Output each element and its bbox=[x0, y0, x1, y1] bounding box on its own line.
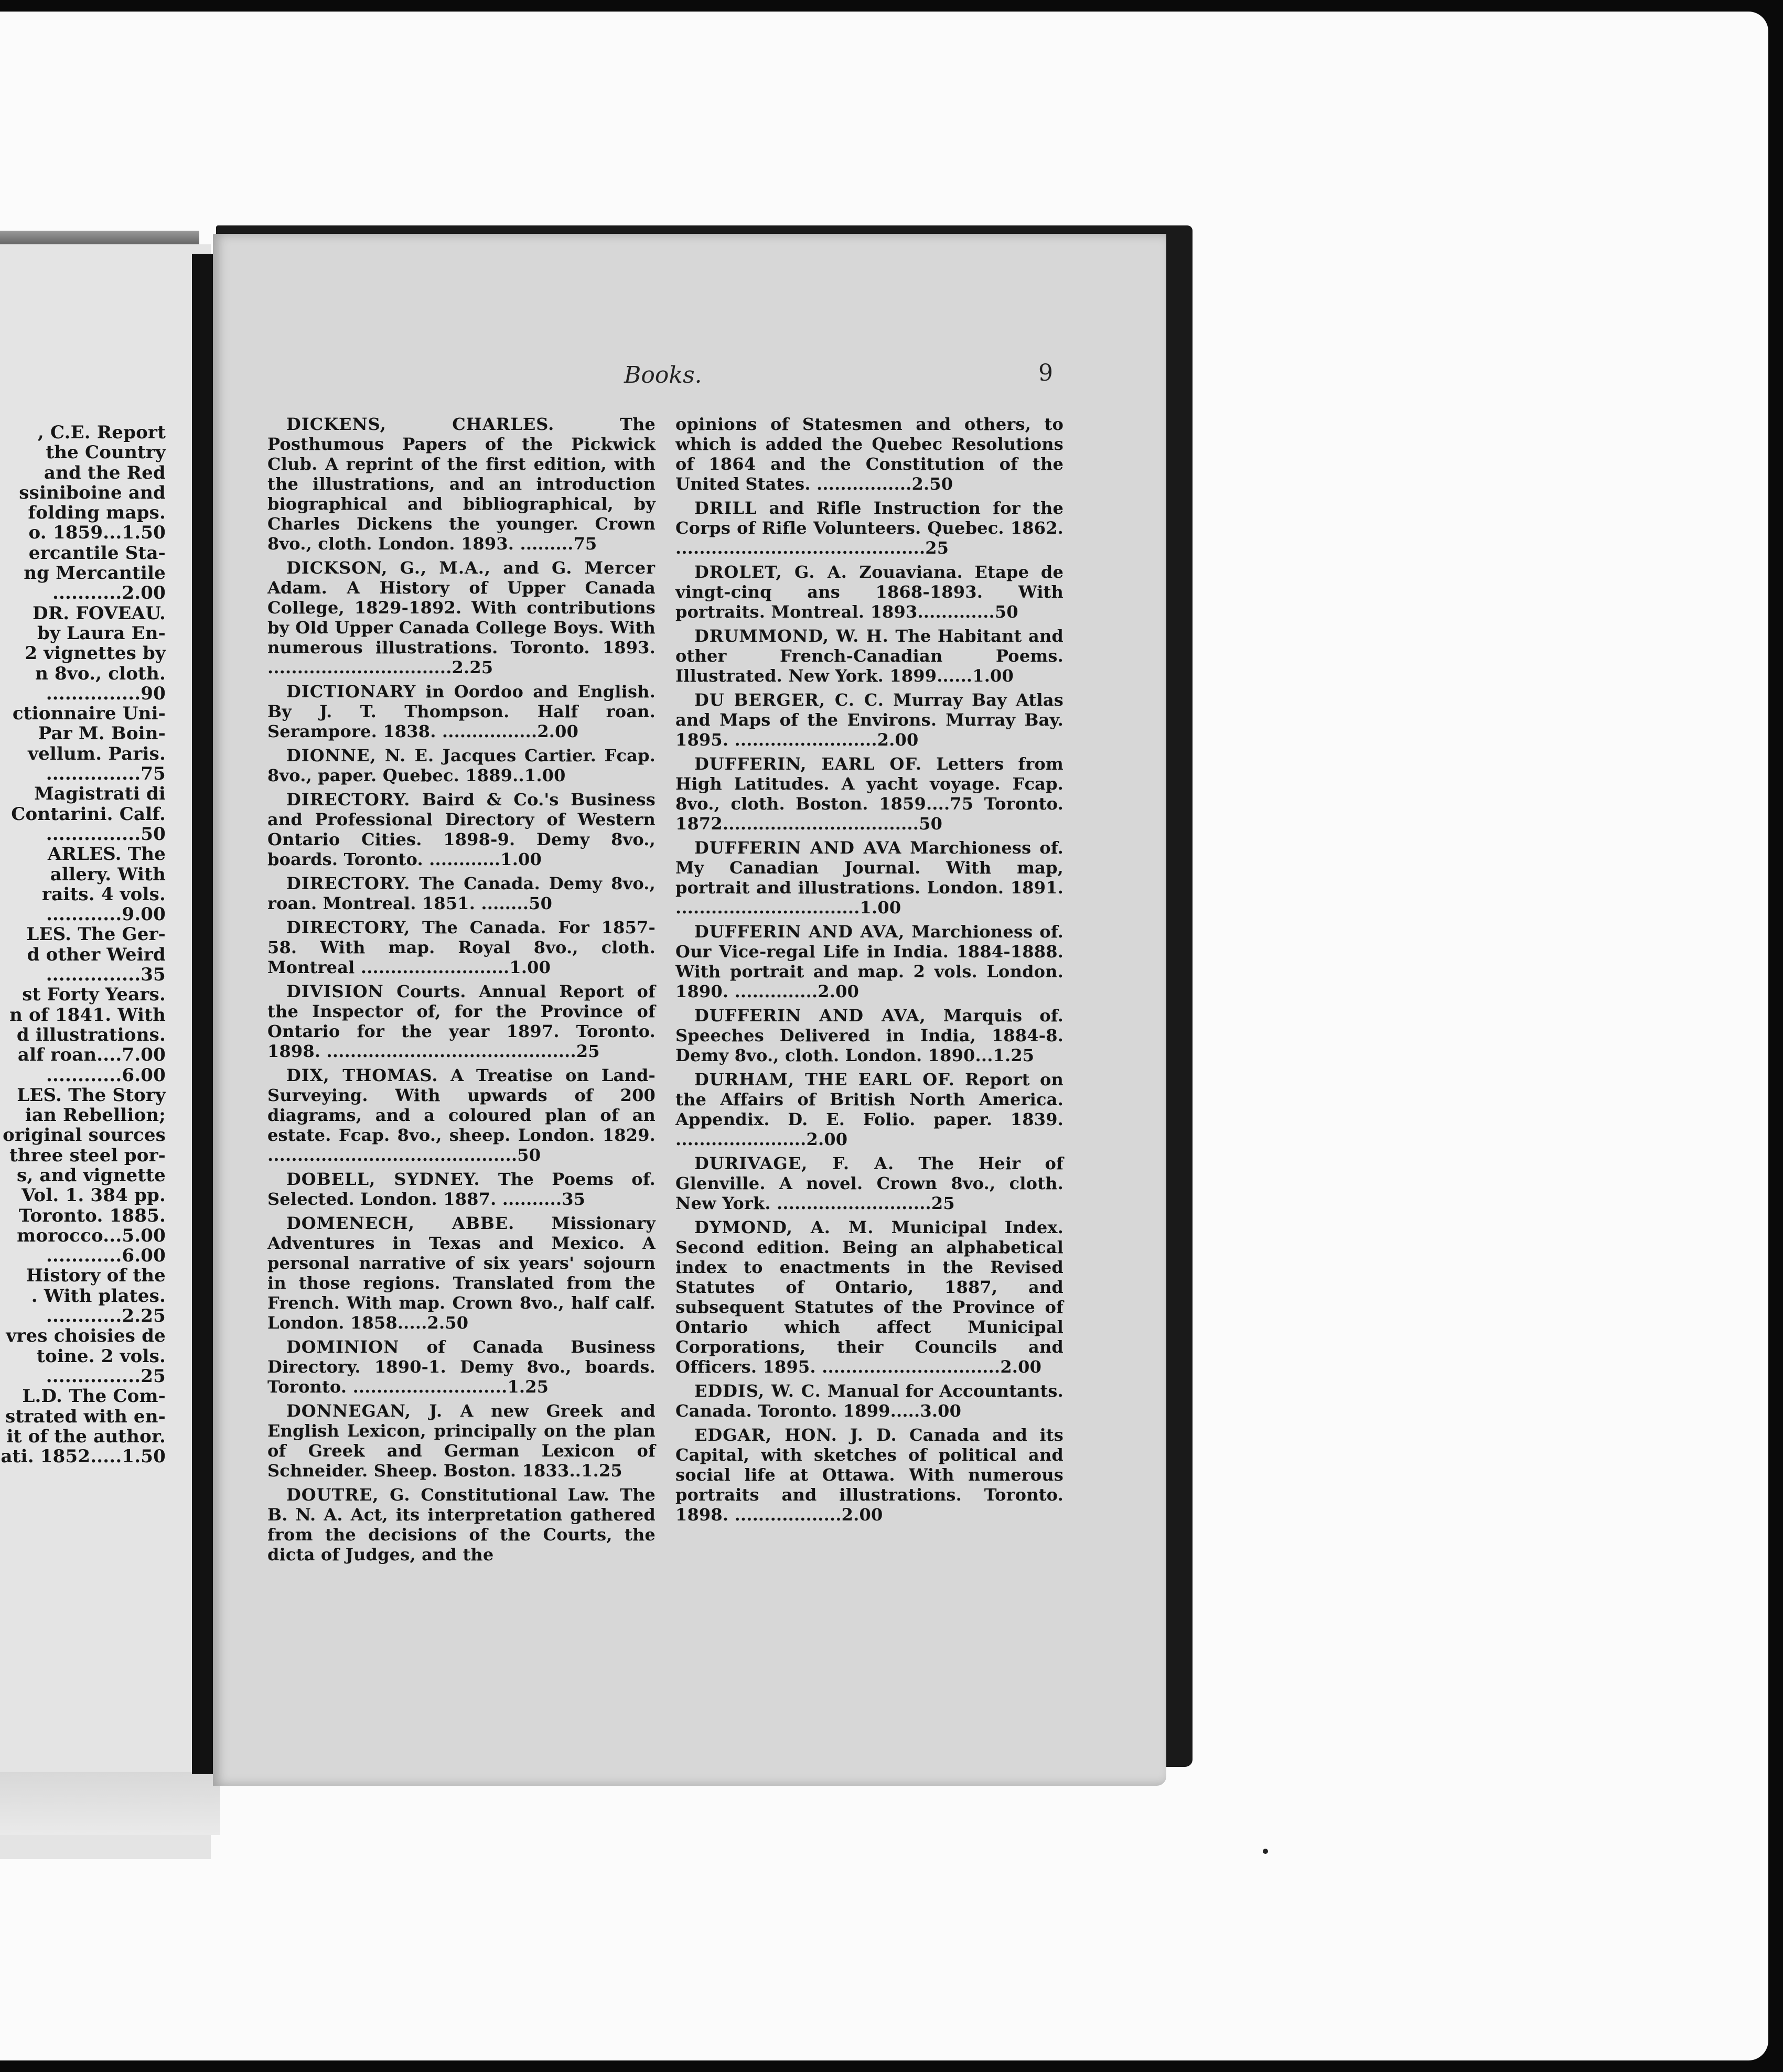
left-page-line: s, and vignette bbox=[16, 1164, 166, 1186]
catalog-entry bbox=[675, 922, 1064, 1001]
left-page-line: LES. The Ger- bbox=[26, 924, 166, 945]
catalog-entry bbox=[675, 1070, 1064, 1149]
catalog-entry bbox=[267, 873, 656, 913]
catalog-entry bbox=[267, 1337, 656, 1397]
running-head: Books. bbox=[624, 362, 702, 388]
entry-description: and Rifle Instruction for the Corps of Rifle Volunteers. Quebec. 1862. ..........................................25 bbox=[675, 498, 1064, 558]
entry-description: The Habitant and other French-Canadian Poems. Illustrated. New York. 1899......1.00 bbox=[675, 626, 1064, 686]
entry-heading: DUFFERIN AND AVA bbox=[694, 838, 902, 858]
catalog-entry bbox=[675, 626, 1064, 686]
entry-description: Marchioness of. Our Vice-regal Life in India. 1884-1888. With portrait and map. 2 vols. London. 1890. ..............2.00 bbox=[675, 922, 1064, 1001]
left-page-line: ............2.25 bbox=[46, 1305, 166, 1327]
left-page-line: ............9.00 bbox=[46, 904, 166, 925]
entry-heading: DU BERGER, C. C. bbox=[694, 690, 884, 710]
catalog-entry bbox=[267, 558, 656, 677]
entry-description: Canada and its Capital, with sketches of political and social life at Ottawa. With numerous portraits and illustrations. Toronto. 1898. ..................2.00 bbox=[675, 1425, 1064, 1525]
left-page-line: ian Rebellion; bbox=[25, 1105, 166, 1126]
catalog-column-right bbox=[675, 414, 1064, 1529]
entry-heading: DRUMMOND, W. H. bbox=[694, 626, 889, 646]
catalog-entry bbox=[675, 1381, 1064, 1421]
entry-description: Marquis of. Speeches Delivered in India, 1884-8. Demy 8vo., cloth. London. 1890...1.25 bbox=[675, 1006, 1064, 1065]
left-page-line: strated with en- bbox=[5, 1406, 166, 1427]
catalog-entry bbox=[267, 981, 656, 1061]
left-page-line: ati. 1852.....1.50 bbox=[1, 1446, 166, 1467]
entry-description: Municipal Index. Second edition. Being an alphabetical index to enactments in the Revised Statutes of Ontario, 1887, and subsequent Statutes of the Province of Ontario which affect Municipal Corporations, their Councils and Officers. 1895. ..............................2.00 bbox=[675, 1217, 1064, 1377]
left-page-line: d illustrations. bbox=[16, 1024, 166, 1045]
entry-heading: DONNEGAN, J. bbox=[286, 1401, 443, 1421]
left-page-line: allery. With bbox=[50, 864, 166, 885]
left-page-line: ............6.00 bbox=[46, 1245, 166, 1267]
left-page-line: LES. The Story bbox=[17, 1084, 166, 1106]
catalog-entry bbox=[267, 1213, 656, 1333]
entry-heading: DUFFERIN AND AVA, bbox=[694, 922, 905, 942]
left-page-line: ...............25 bbox=[46, 1365, 166, 1387]
catalog-entry bbox=[267, 918, 656, 977]
entry-description: Report on the Affairs of British North America. Appendix. D. E. Folio. paper. 1839. ......................2.00 bbox=[675, 1070, 1064, 1149]
entry-description: The Posthumous Papers of the Pickwick Club. A reprint of the first edition, with the illustrations, and an introduction biographical and bibliographical, by Charles Dickens the younger. Crown 8vo., cloth. London. 1893. .........75 bbox=[267, 414, 656, 554]
entry-heading: EDGAR, HON. J. D. bbox=[694, 1425, 897, 1445]
entry-description: of Canada Business Directory. 1890-1. Demy 8vo., boards. Toronto. ..........................1.25 bbox=[267, 1337, 656, 1397]
left-page-line: ssiniboine and bbox=[19, 482, 166, 503]
entry-heading: DICTIONARY bbox=[286, 682, 416, 702]
left-page-line: ............6.00 bbox=[46, 1064, 166, 1086]
entry-description: Baird & Co.'s Business and Professional Directory of Western Ontario Cities. 1898-9. Demy 8vo., boards. Toronto. ............1.00 bbox=[267, 790, 656, 869]
left-page-line: vres choisies de bbox=[6, 1325, 166, 1347]
catalog-entry bbox=[267, 682, 656, 741]
entry-description: Manual for Accountants. Canada. Toronto. 1899.....3.00 bbox=[675, 1381, 1064, 1421]
entry-description: The Canada. Demy 8vo., roan. Montreal. 1851. ........50 bbox=[267, 873, 656, 913]
entry-heading: DOMINION bbox=[286, 1337, 400, 1357]
left-page-line: 2 vignettes by bbox=[25, 643, 166, 664]
entry-heading: DIRECTORY. bbox=[286, 790, 411, 810]
catalog-entry bbox=[267, 1169, 656, 1209]
left-page-bottom-edge bbox=[0, 1772, 220, 1835]
catalog-column-left bbox=[267, 414, 656, 1569]
left-page-line: n 8vo., cloth. bbox=[35, 663, 166, 684]
left-page-column bbox=[0, 423, 166, 1613]
entry-heading: DOBELL, SYDNEY. bbox=[286, 1169, 480, 1189]
left-page-line: ARLES. The bbox=[47, 844, 166, 865]
left-page-line: ...............90 bbox=[46, 683, 166, 704]
entry-description: A new Greek and English Lexicon, principally on the plan of Greek and German Lexicon of Schneider. Sheep. Boston. 1833..1.25 bbox=[267, 1401, 656, 1481]
left-page-line: ...............50 bbox=[46, 823, 166, 845]
left-page-line: raits. 4 vols. bbox=[41, 883, 166, 905]
left-page-line: Vol. 1. 384 pp. bbox=[21, 1185, 166, 1206]
catalog-entry bbox=[267, 1485, 656, 1564]
left-page-line: Par M. Boin- bbox=[38, 723, 166, 744]
left-page-line: ...........2.00 bbox=[52, 582, 166, 604]
entry-heading: DICKENS, CHARLES. bbox=[286, 414, 555, 434]
entry-description: Missionary Adventures in Texas and Mexico. A personal narrative of six years' sojourn in those regions. Translated from the French. With map. Crown 8vo., half calf. London. 1858.....2.50 bbox=[267, 1213, 656, 1333]
left-page-line: ctionnaire Uni- bbox=[12, 703, 166, 725]
left-page-line: vellum. Paris. bbox=[28, 743, 166, 764]
left-page-line: alf roan....7.00 bbox=[17, 1044, 166, 1066]
page-number: 9 bbox=[1038, 360, 1053, 386]
left-page-line: toine. 2 vols. bbox=[37, 1345, 166, 1367]
catalog-entry bbox=[267, 746, 656, 785]
entry-heading: DIRECTORY. bbox=[286, 873, 411, 893]
entry-description: The Canada. For 1857-58. With map. Royal 8vo., cloth. Montreal .........................1.00 bbox=[267, 918, 656, 977]
entry-heading: DOMENECH, ABBE. bbox=[286, 1213, 515, 1233]
entry-description: The Poems of. Selected. London. 1887. ..........35 bbox=[267, 1169, 656, 1209]
catalog-entry bbox=[675, 838, 1064, 918]
left-page-line: ercantile Sta- bbox=[28, 542, 166, 564]
entry-description: Jacques Cartier. Fcap. 8vo., paper. Quebec. 1889..1.00 bbox=[267, 746, 656, 785]
entry-description: A Treatise on Land-Surveying. With upwards of 200 diagrams, and a coloured plan of an estate. Fcap. 8vo., sheep. London. 1829. ..........................................50 bbox=[267, 1065, 656, 1165]
left-page-line: DR. FOVEAU. bbox=[33, 602, 166, 624]
catalog-entry bbox=[675, 1217, 1064, 1377]
entry-description: Constitutional Law. The B. N. A. Act, its interpretation gathered from the decisions of the Courts, the dicta of Judges, and the bbox=[267, 1485, 656, 1564]
entry-description: Zouaviana. Etape de vingt-cinq ans 1868-1893. With portraits. Montreal. 1893.............50 bbox=[675, 562, 1064, 622]
left-page-line: ng Mercantile bbox=[24, 563, 166, 584]
entry-heading: DUFFERIN AND AVA, bbox=[694, 1006, 926, 1026]
entry-heading: DYMOND, A. M. bbox=[694, 1217, 874, 1237]
catalog-entry bbox=[267, 414, 656, 554]
catalog-entry bbox=[267, 1065, 656, 1165]
left-page-line: original sources bbox=[3, 1125, 166, 1146]
left-page-line: the Country bbox=[46, 442, 166, 463]
left-page-line: o. 1859...1.50 bbox=[28, 522, 166, 544]
left-page-line: History of the bbox=[26, 1265, 166, 1287]
catalog-entry bbox=[675, 1006, 1064, 1065]
entry-heading: DICKSON, G., M.A., and G. Mercer bbox=[286, 558, 656, 578]
entry-heading: DURHAM, THE EARL OF. bbox=[694, 1070, 955, 1089]
catalog-entry bbox=[675, 1153, 1064, 1213]
entry-heading: DOUTRE, G. bbox=[286, 1485, 411, 1505]
left-page-line: folding maps. bbox=[28, 502, 166, 524]
left-page-line: n of 1841. With bbox=[9, 1004, 166, 1026]
entry-description: Adam. A History of Upper Canada College, 1829-1892. With contributions by Old Upper Canada College Boys. With numerous illustrations. Toronto. 1893. ...............................2.25 bbox=[267, 578, 656, 677]
catalog-entry bbox=[675, 498, 1064, 558]
entry-description: The Heir of Glenville. A novel. Crown 8vo., cloth. New York. ..........................25 bbox=[675, 1153, 1064, 1213]
catalog-entry bbox=[675, 562, 1064, 622]
entry-description: in Oordoo and English. By J. T. Thompson. Half roan. Serampore. 1838. ................2.00 bbox=[267, 682, 656, 741]
entry-heading: DIVISION bbox=[286, 981, 384, 1001]
scan-speck bbox=[1263, 1849, 1268, 1854]
entry-heading: EDDIS, W. C. bbox=[694, 1381, 821, 1401]
entry-heading: DIX, THOMAS. bbox=[286, 1065, 438, 1085]
left-page-line: ...............35 bbox=[46, 964, 166, 986]
entry-heading: DUFFERIN, EARL OF. bbox=[694, 754, 922, 774]
entry-description: Letters from High Latitudes. A yacht voyage. Fcap. 8vo., cloth. Boston. 1859....75 Toronto. 1872.................................50 bbox=[675, 754, 1064, 834]
left-page-line: , C.E. Report bbox=[37, 423, 166, 443]
catalog-entry bbox=[267, 790, 656, 869]
left-page-line: . With plates. bbox=[31, 1285, 166, 1307]
catalog-entry bbox=[675, 690, 1064, 750]
left-page-line: by Laura En- bbox=[37, 622, 166, 644]
entry-description: Courts. Annual Report of the Inspector of, for the Province of Ontario for the year 1897. Toronto. 1898. ..........................................25 bbox=[267, 981, 656, 1061]
left-page-line: L.D. The Com- bbox=[22, 1386, 166, 1407]
left-page-line: ...............75 bbox=[46, 763, 166, 785]
catalog-entry bbox=[675, 1425, 1064, 1525]
entry-heading: DIONNE, N. E. bbox=[286, 746, 435, 765]
entry-heading: DIRECTORY, bbox=[286, 918, 411, 937]
left-page-line: Magistrati di bbox=[34, 783, 166, 805]
left-page-line: d other Weird bbox=[27, 944, 166, 965]
left-page-line: it of the author. bbox=[6, 1426, 166, 1447]
left-page-line: morocco...5.00 bbox=[17, 1225, 166, 1246]
entry-description: Marchioness of. My Canadian Journal. With map, portrait and illustrations. London. 1891. ...............................1.00 bbox=[675, 838, 1064, 918]
left-page-line: three steel por- bbox=[9, 1145, 166, 1166]
entry-heading: DURIVAGE, F. A. bbox=[694, 1153, 895, 1173]
left-page-line: and the Red bbox=[44, 462, 166, 483]
entry-heading: DROLET, G. A. bbox=[694, 562, 847, 582]
entry-description: Murray Bay Atlas and Maps of the Environs. Murray Bay. 1895. ........................2.00 bbox=[675, 690, 1064, 750]
left-page-line: st Forty Years. bbox=[22, 984, 166, 1006]
catalog-entry bbox=[267, 1401, 656, 1481]
left-page-line: Contarini. Calf. bbox=[11, 803, 166, 825]
entry-heading: DRILL bbox=[694, 498, 757, 518]
catalog-entry-continuation: opinions of Statesmen and others, to which is added the Quebec Resolutions of 1864 and the Constitution of the United States. ................2.50 bbox=[675, 414, 1064, 494]
catalog-entry bbox=[675, 754, 1064, 834]
left-page-line: Toronto. 1885. bbox=[18, 1205, 166, 1226]
